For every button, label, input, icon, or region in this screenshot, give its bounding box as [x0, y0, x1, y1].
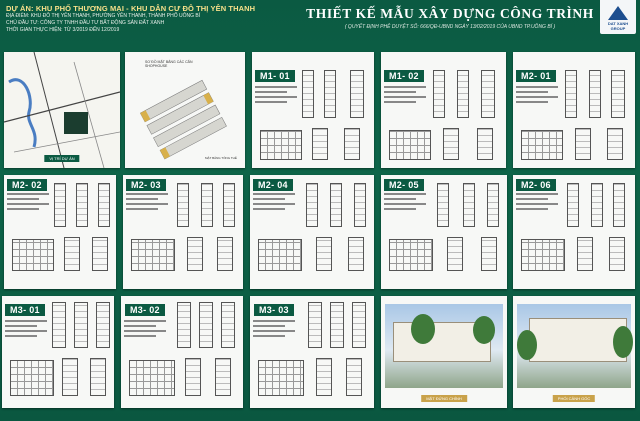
design-code: M3- 02 [125, 304, 165, 316]
site-plan-panel [125, 52, 245, 168]
site-plan-drawing [125, 52, 245, 168]
design-panel-m3-03 [250, 296, 374, 408]
design-notes [253, 320, 295, 340]
elevation-drawing [10, 360, 54, 396]
design-code: M2- 05 [384, 179, 424, 191]
floor-plan [177, 183, 189, 227]
section-drawing [344, 128, 360, 160]
section-drawing [64, 237, 80, 271]
design-notes [126, 193, 168, 213]
design-panel-m2-02 [4, 175, 116, 289]
design-panel-m1-01 [252, 52, 374, 168]
front-render-image [385, 304, 503, 388]
section-drawing [187, 237, 203, 271]
site-plan-small-label: MẶT BẰNG TỔNG THỂ [205, 156, 237, 160]
elevation-drawing [129, 360, 175, 396]
design-panel-m2-01 [513, 52, 635, 168]
design-notes [253, 193, 295, 213]
design-notes [384, 86, 426, 106]
logo-text: DAT XANH GROUP [607, 21, 629, 31]
section-drawing [348, 237, 364, 271]
design-code: M2- 01 [516, 70, 556, 82]
floor-plan [354, 183, 366, 227]
floor-plan [302, 70, 314, 118]
floor-plan [330, 183, 342, 227]
floor-plan [54, 183, 66, 227]
design-panel-m2-06 [513, 175, 635, 289]
floor-plan [481, 70, 495, 118]
design-code: M3- 03 [254, 304, 294, 316]
render-side-caption: PHỐI CẢNH GÓC [553, 395, 595, 402]
floor-plan [223, 183, 235, 227]
section-drawing [185, 358, 201, 396]
company-logo [600, 0, 636, 34]
design-code: M3- 01 [5, 304, 45, 316]
floor-plan [463, 183, 475, 227]
floor-plan [567, 183, 579, 227]
section-drawing [477, 128, 493, 160]
floor-plan [352, 302, 366, 348]
elevation-drawing [521, 239, 565, 271]
floor-plan [201, 183, 213, 227]
design-panel-m2-04 [250, 175, 374, 289]
render-side-panel [513, 296, 635, 408]
tree [613, 326, 633, 358]
elevation-drawing [258, 239, 302, 271]
section-drawing [575, 128, 591, 160]
floor-plan [221, 302, 235, 348]
floor-plan [96, 302, 110, 348]
design-code: M2- 02 [7, 179, 47, 191]
project-title: DỰ ÁN: KHU PHỐ THƯƠNG MẠI - KHU DÂN CƯ ĐÔ THỊ YÊN THANH [6, 4, 256, 13]
floor-plan [437, 183, 449, 227]
design-code: M2- 03 [126, 179, 166, 191]
tree [473, 316, 495, 344]
section-drawing [62, 358, 78, 396]
floor-plan [350, 70, 364, 118]
floor-plan [613, 183, 625, 227]
elevation-drawing [521, 130, 563, 160]
floor-plan [199, 302, 213, 348]
floor-plan [98, 183, 110, 227]
section-drawing [90, 358, 106, 396]
tree [411, 314, 435, 344]
investor-line: CHỦ ĐẦU TƯ: CÔNG TY TNHH ĐẦU TƯ BẤT ĐỘNG SẢN ĐẤT XANH [6, 20, 165, 26]
section-drawing [609, 237, 625, 271]
location-map-panel [4, 52, 120, 168]
project-info [6, 4, 306, 34]
floor-plan [52, 302, 66, 348]
section-drawing [217, 237, 233, 271]
location-map-caption: VỊ TRÍ DỰ ÁN [44, 155, 79, 162]
floor-plan [308, 302, 322, 348]
section-drawing [316, 358, 332, 396]
design-panel-m1-02 [381, 52, 506, 168]
floor-plan [324, 70, 336, 118]
elevation-drawing [258, 360, 304, 396]
time-line: THỜI GIAN THỰC HIỆN: TỪ 3/2019 ĐẾN 12/2019 [6, 27, 120, 33]
section-drawing [577, 237, 593, 271]
design-notes [124, 320, 166, 340]
floor-plan [306, 183, 318, 227]
logo-triangle-icon [608, 6, 628, 20]
floor-plan [177, 302, 191, 348]
floor-plan [76, 183, 88, 227]
design-panel-m3-02 [121, 296, 243, 408]
elevation-drawing [389, 130, 431, 160]
section-drawing [346, 358, 362, 396]
section-drawing [312, 128, 328, 160]
board-title: THIẾT KẾ MẪU XÂY DỰNG CÔNG TRÌNH [306, 6, 594, 21]
floor-plan [457, 70, 469, 118]
design-panel-m2-05 [381, 175, 507, 289]
elevation-drawing [131, 239, 175, 271]
floor-plan [487, 183, 499, 227]
floor-plan [330, 302, 344, 348]
site-plan-caption: SƠ ĐỒ MẶT BẰNG CÁC CĂN SHOPHOUSE [145, 60, 193, 68]
design-notes [516, 193, 558, 213]
section-drawing [607, 128, 623, 160]
section-drawing [447, 237, 463, 271]
design-code: M2- 04 [253, 179, 293, 191]
render-front-panel [381, 296, 507, 408]
design-panel-m2-03 [123, 175, 243, 289]
design-panel-m3-01 [2, 296, 114, 408]
floor-plan [74, 302, 88, 348]
design-notes [384, 193, 426, 213]
location-line: ĐỊA ĐIỂM: KHU ĐÔ THỊ YÊN THANH, PHƯỜNG YÊN THANH, THÀNH PHỐ UÔNG BÍ [6, 13, 201, 19]
design-notes [7, 193, 49, 213]
design-code: M1- 02 [384, 70, 424, 82]
floor-plan [611, 70, 625, 118]
floor-plan [433, 70, 445, 118]
section-drawing [316, 237, 332, 271]
section-drawing [443, 128, 459, 160]
render-front-caption: MẶT ĐỨNG CHÍNH [421, 395, 467, 402]
design-code: M2- 06 [516, 179, 556, 191]
decision-line: ( QUYẾT ĐỊNH PHÊ DUYỆT SỐ: 666/QĐ-UBND NGÀY 13/02/2019 CỦA UBND TP.UÔNG BÍ ) [344, 24, 556, 30]
design-notes [516, 86, 558, 106]
elevation-drawing [260, 130, 302, 160]
corner-render-image [517, 304, 631, 388]
design-notes [5, 320, 47, 340]
floor-plan [591, 183, 603, 227]
tree [517, 330, 537, 360]
section-drawing [481, 237, 497, 271]
design-notes [255, 86, 297, 106]
board-header [300, 6, 600, 30]
floor-plan [589, 70, 601, 118]
location-map-drawing [4, 52, 120, 168]
section-drawing [92, 237, 108, 271]
elevation-drawing [389, 239, 433, 271]
section-drawing [215, 358, 231, 396]
design-code: M1- 01 [255, 70, 295, 82]
elevation-drawing [12, 239, 54, 271]
floor-plan [565, 70, 577, 118]
